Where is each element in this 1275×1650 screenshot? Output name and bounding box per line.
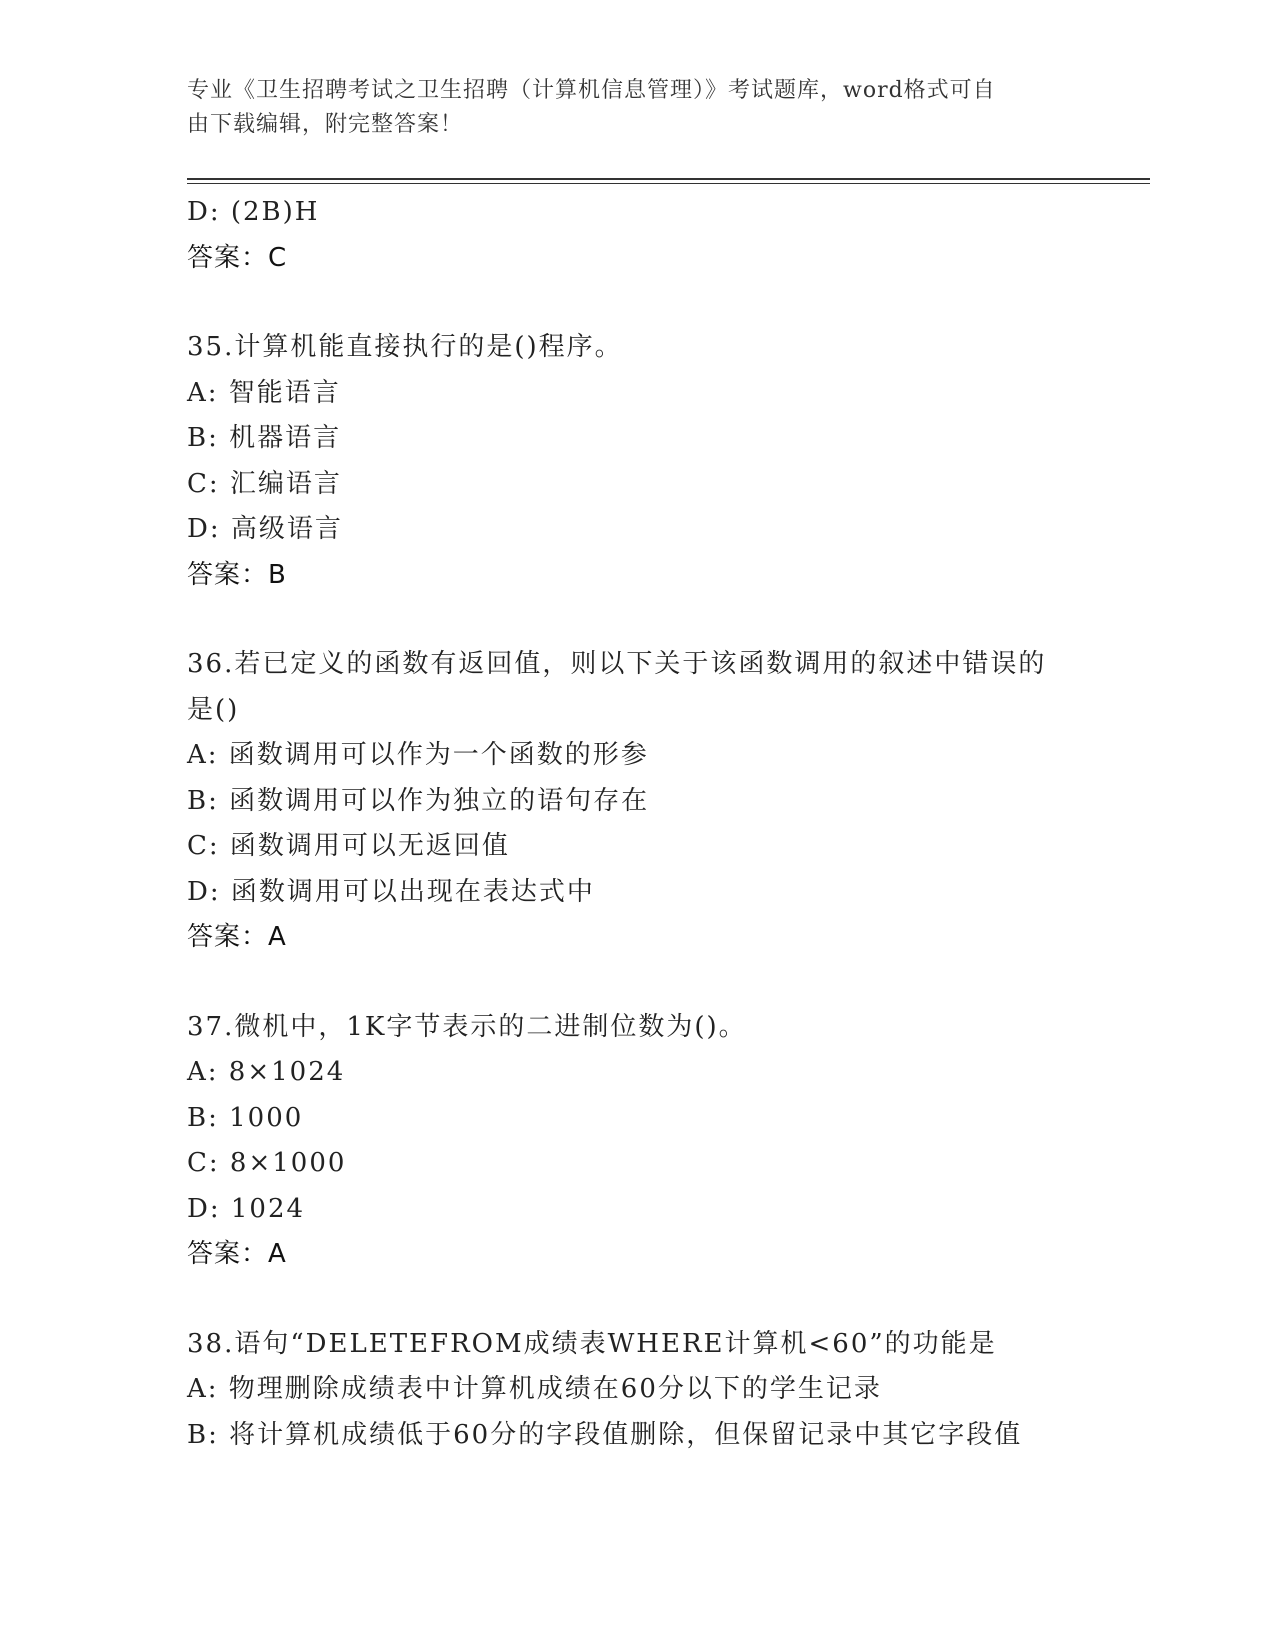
question-content: [187, 190, 1087, 1458]
option-b: B: 1000: [187, 1102, 304, 1133]
option-a: A: 8×1024: [187, 1057, 346, 1087]
option-a: A: 函数调用可以作为一个函数的形参: [187, 740, 649, 770]
question-stem: 38.语句“DELETEFROM成绩表WHERE计算机<60”的功能是: [187, 1328, 997, 1359]
option-b: B: 函数调用可以作为独立的语句存在: [187, 785, 650, 816]
header-line-2: 由下载编辑，附完整答案！: [187, 112, 464, 137]
question-stem-line-1: 36.若已定义的函数有返回值，则以下关于该函数调用的叙述中错误的: [187, 649, 1047, 679]
option-a: A: 物理删除成绩表中计算机成绩在60分以下的学生记录: [187, 1374, 882, 1404]
option-d: D: (2B)H: [187, 197, 320, 227]
option-c: C: 汇编语言: [187, 468, 342, 499]
option-b: B: 机器语言: [187, 423, 342, 453]
answer-line: 答案：A: [187, 1239, 287, 1269]
option-c: C: 函数调用可以无返回值: [187, 831, 510, 861]
option-d: D: 高级语言: [187, 514, 343, 544]
header-line-1: 专业《卫生招聘考试之卫生招聘（计算机信息管理）》考试题库，word格式可自: [187, 78, 996, 103]
question-stem: 37.微机中，1K字节表示的二进制位数为()。: [187, 1011, 747, 1042]
question-35: [187, 325, 1087, 598]
answer-line: 答案：A: [187, 922, 287, 952]
header-divider-thick: [187, 178, 1150, 180]
header-divider-thin: [187, 183, 1150, 184]
option-b: B: 将计算机成绩低于60分的字段值删除，但保留记录中其它字段值: [187, 1419, 1023, 1450]
answer-line: 答案：C: [187, 242, 288, 273]
option-d: D: 1024: [187, 1193, 306, 1224]
option-d: D: 函数调用可以出现在表达式中: [187, 876, 595, 907]
question-36: [187, 642, 1087, 961]
option-a: A: 智能语言: [187, 377, 341, 408]
question-stem: 35.计算机能直接执行的是()程序。: [187, 332, 623, 362]
answer-line: 答案：B: [187, 559, 287, 590]
option-c: C: 8×1000: [187, 1148, 347, 1178]
question-38: [187, 1322, 1087, 1459]
carryover-block: [187, 190, 1087, 281]
document-header: [187, 74, 1067, 142]
question-stem-line-2: 是(): [187, 694, 240, 725]
question-37: [187, 1005, 1087, 1278]
